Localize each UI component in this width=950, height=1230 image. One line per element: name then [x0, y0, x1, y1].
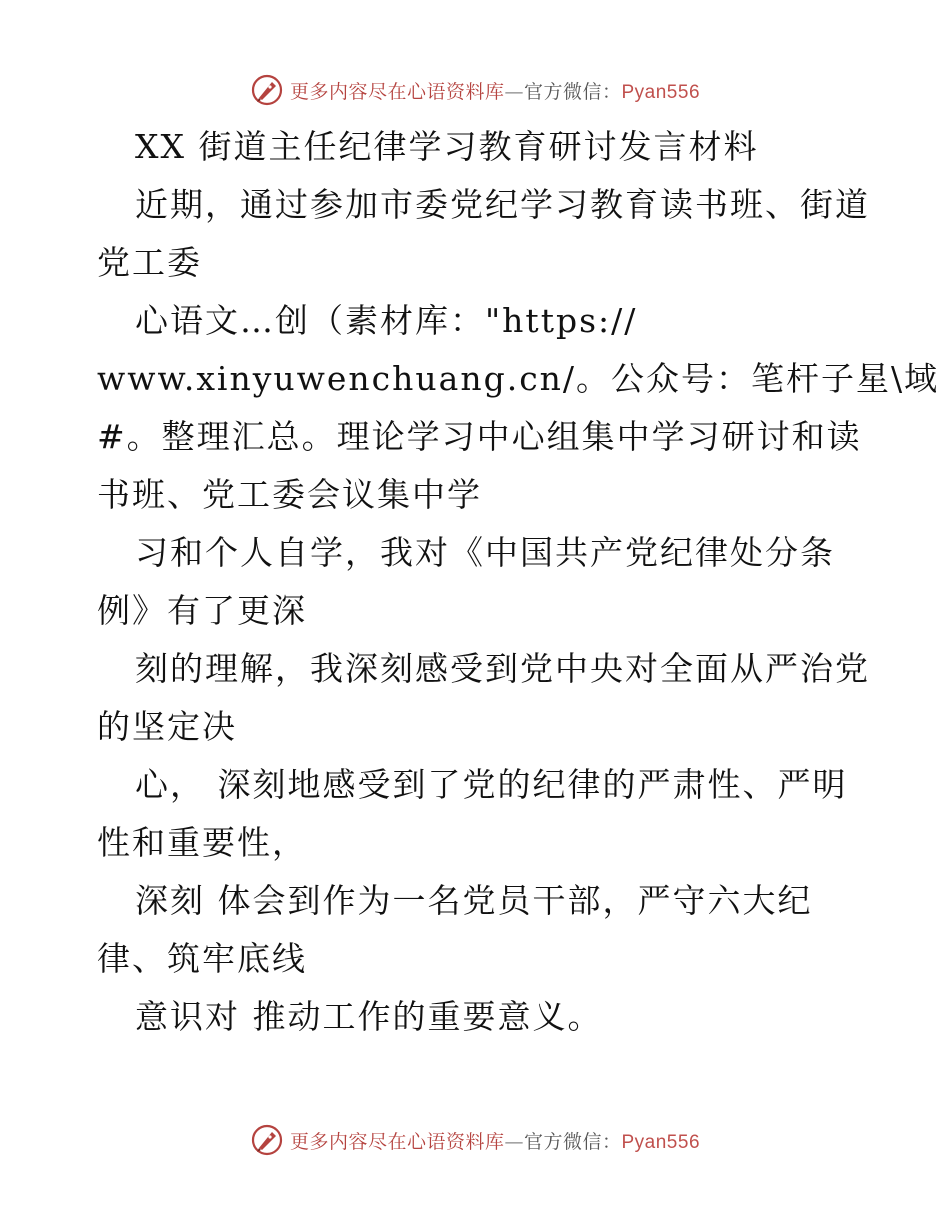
document-body	[97, 118, 940, 1046]
paragraph-line: 律、筑牢底线	[97, 939, 307, 978]
header-banner	[0, 70, 950, 110]
paragraph-line: 心， 深刻地感受到了党的纪律的严肃性、严明	[135, 765, 848, 804]
paragraph-line: #。整理汇总。理论学习中心组集中学习研讨和读	[97, 417, 862, 456]
banner-slogan: 更多内容尽在心语资料库	[289, 80, 505, 103]
banner-slogan: 更多内容尽在心语资料库	[289, 1130, 505, 1153]
banner-separator: —	[504, 1130, 524, 1153]
banner-text	[290, 77, 700, 104]
banner-wechat-id: Pyan556	[621, 81, 701, 103]
banner-wechat-id: Pyan556	[621, 1131, 701, 1153]
paragraph-line: 意识对 推动工作的重要意义。	[135, 997, 603, 1036]
banner-wechat-label: 官方微信：	[523, 1130, 622, 1153]
paragraph-line: 心语文…创（素材库："https://	[135, 301, 638, 340]
pen-nib-logo-icon	[250, 1123, 284, 1157]
document-title: XX 街道主任纪律学习教育研讨发言材料	[135, 127, 759, 166]
paragraph-line: 深刻 体会到作为一名党员干部，严守六大纪	[135, 881, 813, 920]
paragraph-line: 刻的理解，我深刻感受到党中央对全面从严治党	[135, 649, 870, 688]
paragraph-line: 例》有了更深	[97, 591, 307, 630]
paragraph-line: 书班、党工委会议集中学	[97, 475, 482, 514]
paragraph-line: 党工委	[97, 243, 202, 282]
footer-banner	[0, 1120, 950, 1160]
paragraph-line: 性和重要性，	[97, 823, 307, 862]
pen-nib-logo-icon	[250, 73, 284, 107]
banner-separator: —	[504, 80, 524, 103]
banner-group	[250, 73, 700, 107]
paragraph-line: www.xinyuwenchuang.cn/。公众号：笔杆子星\域	[97, 359, 940, 398]
banner-group	[250, 1123, 700, 1157]
paragraph-line: 近期，通过参加市委党纪学习教育读书班、街道	[135, 185, 870, 224]
banner-wechat-label: 官方微信：	[523, 80, 622, 103]
paragraph-line: 的坚定决	[97, 707, 237, 746]
banner-text	[290, 1127, 700, 1154]
paragraph-line: 习和个人自学，我对《中国共产党纪律处分条	[135, 533, 835, 572]
